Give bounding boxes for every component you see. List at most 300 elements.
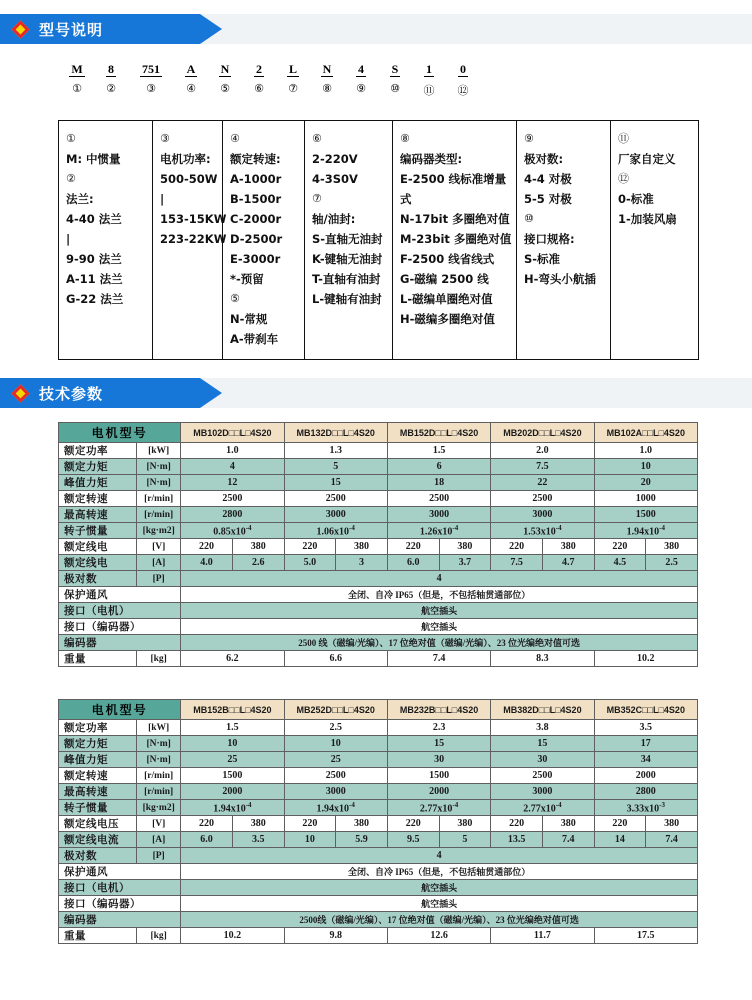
poles-value: 4 bbox=[181, 848, 698, 864]
legend-line: E-2500 线标准增量 bbox=[400, 172, 507, 186]
row-unit: [A] bbox=[137, 832, 181, 848]
merged-value: 航空插头 bbox=[181, 603, 698, 619]
model-code-char-5: N bbox=[220, 62, 230, 76]
row-label: 额定线电 bbox=[59, 555, 137, 571]
row-value-4: 7.5 bbox=[491, 459, 594, 475]
row-unit: [N·m] bbox=[137, 459, 181, 475]
row-label: 保护通风 bbox=[59, 864, 181, 880]
banner-arrow bbox=[200, 14, 222, 44]
legend-line: 9-90 法兰 bbox=[66, 252, 122, 266]
legend-line: A-带刹车 bbox=[230, 332, 279, 346]
row-unit: [kg·m2] bbox=[137, 523, 181, 539]
row-unit: [V] bbox=[137, 539, 181, 555]
header-model-3: MB152D□□L□4S20 bbox=[387, 423, 490, 443]
current-value-9: 4.5 bbox=[594, 555, 646, 571]
table-header-row bbox=[59, 700, 698, 720]
legend-line: 2-220V bbox=[312, 152, 358, 166]
voltage-value-5: 220 bbox=[387, 816, 439, 832]
weight-value-5: 10.2 bbox=[594, 651, 697, 667]
row-value-3: $1.26x10^{-4}$ bbox=[387, 523, 490, 539]
legend-table bbox=[58, 120, 699, 360]
row-label: 重量 bbox=[59, 928, 137, 944]
row-value-5: 2000 bbox=[594, 768, 697, 784]
header-model-2: MB252D□□L□4S20 bbox=[284, 700, 387, 720]
row-label: 额定线电压 bbox=[59, 816, 137, 832]
row-unit: [kg·m2] bbox=[137, 800, 181, 816]
row-value-2: 2500 bbox=[284, 768, 387, 784]
legend-line: ⑧ bbox=[400, 132, 410, 145]
legend-line: L-磁编单圈绝对值 bbox=[400, 292, 493, 306]
weight-value-1: 6.2 bbox=[181, 651, 284, 667]
row-value-3: 3000 bbox=[387, 507, 490, 523]
legend-line: M: 中惯量 bbox=[66, 152, 121, 166]
model-code-strip bbox=[60, 62, 752, 98]
current-value-5: 9.5 bbox=[387, 832, 439, 848]
model-code-char-9: 4 bbox=[358, 62, 364, 76]
row-unit: [r/min] bbox=[137, 784, 181, 800]
voltage-value-10: 380 bbox=[646, 539, 698, 555]
row-value-1: 2800 bbox=[181, 507, 284, 523]
legend-line: A-1000r bbox=[230, 172, 282, 186]
table-row-current bbox=[59, 832, 698, 848]
legend-line: K-键轴无油封 bbox=[312, 252, 383, 266]
legend-line: A-11 法兰 bbox=[66, 272, 123, 286]
merged-value: 全闭、自冷 IP65（但是，不包括轴贯通部位） bbox=[181, 587, 698, 603]
weight-value-3: 12.6 bbox=[387, 928, 490, 944]
legend-line: G-磁编 2500 线 bbox=[400, 272, 489, 286]
row-value-5: 2800 bbox=[594, 784, 697, 800]
row-value-3: 2500 bbox=[387, 491, 490, 507]
header-model-2: MB132D□□L□4S20 bbox=[284, 423, 387, 443]
row-unit: [kg] bbox=[137, 651, 181, 667]
model-code-marker-row bbox=[60, 82, 752, 98]
voltage-value-2: 380 bbox=[232, 539, 284, 555]
header-model-label: 电机型号 bbox=[59, 423, 181, 443]
voltage-value-7: 220 bbox=[491, 816, 543, 832]
weight-value-3: 7.4 bbox=[387, 651, 490, 667]
row-label: 额定功率 bbox=[59, 720, 137, 736]
table-row-merged bbox=[59, 880, 698, 896]
legend-line: ④ bbox=[230, 132, 240, 145]
legend-line: 接口规格: bbox=[524, 232, 575, 246]
voltage-value-8: 380 bbox=[542, 539, 594, 555]
header-model-5: MB352C□□L□4S20 bbox=[594, 700, 697, 720]
row-label: 额定线电流 bbox=[59, 832, 137, 848]
row-label: 极对数 bbox=[59, 848, 137, 864]
voltage-value-4: 380 bbox=[336, 816, 388, 832]
row-value-5: $1.94x10^{-4}$ bbox=[594, 523, 697, 539]
legend-line: ① bbox=[66, 132, 76, 145]
header-model-4: MB382D□□L□4S20 bbox=[491, 700, 594, 720]
model-code-char-1: M bbox=[71, 62, 83, 76]
row-label: 接口（电机） bbox=[59, 880, 181, 896]
legend-line: 法兰: bbox=[66, 192, 94, 206]
legend-line: C-2000r bbox=[230, 212, 282, 226]
legend-column-1 bbox=[59, 121, 153, 360]
model-code-marker-6: ⑥ bbox=[254, 82, 264, 95]
row-value-4: $2.77x10^{-4}$ bbox=[491, 800, 594, 816]
current-value-2: 2.6 bbox=[232, 555, 284, 571]
legend-line: B-1500r bbox=[230, 192, 282, 206]
legend-line: ⑨ bbox=[524, 132, 534, 145]
section-title-tech-params: 技术参数 bbox=[39, 384, 104, 403]
row-label: 额定力矩 bbox=[59, 736, 137, 752]
legend-line: 式 bbox=[400, 192, 412, 206]
model-code-marker-12: ⑫ bbox=[457, 84, 469, 97]
row-value-2: 1.3 bbox=[284, 443, 387, 459]
voltage-value-8: 380 bbox=[542, 816, 594, 832]
row-value-1: $0.85x10^{-4}$ bbox=[181, 523, 284, 539]
row-value-5: 17 bbox=[594, 736, 697, 752]
model-code-marker-11: ⑪ bbox=[423, 84, 435, 97]
current-value-6: 5 bbox=[439, 832, 491, 848]
row-unit: [N·m] bbox=[137, 736, 181, 752]
row-value-1: 2500 bbox=[181, 491, 284, 507]
table-row-poles bbox=[59, 848, 698, 864]
voltage-value-6: 380 bbox=[439, 539, 491, 555]
legend-line: S-直轴无油封 bbox=[312, 232, 383, 246]
model-code-marker-9: ⑨ bbox=[356, 82, 366, 95]
weight-value-4: 8.3 bbox=[491, 651, 594, 667]
current-value-3: 10 bbox=[284, 832, 336, 848]
spec-table-1 bbox=[58, 422, 698, 667]
table-row-merged bbox=[59, 619, 698, 635]
merged-value: 2500 线（磁编/光编）、17 位绝对值（磁编/光编）、23 位光编绝对值可选 bbox=[181, 635, 698, 651]
spec-tables-host bbox=[0, 422, 752, 944]
row-label: 额定转速 bbox=[59, 491, 137, 507]
row-value-1: 1500 bbox=[181, 768, 284, 784]
row-value-5: 1000 bbox=[594, 491, 697, 507]
row-value-5: 1.0 bbox=[594, 443, 697, 459]
current-value-2: 3.5 bbox=[232, 832, 284, 848]
row-value-5: 1500 bbox=[594, 507, 697, 523]
table-row-current bbox=[59, 555, 698, 571]
legend-line: ② bbox=[66, 172, 76, 185]
current-value-8: 7.4 bbox=[542, 832, 594, 848]
table-row bbox=[59, 800, 698, 816]
table-row bbox=[59, 523, 698, 539]
row-value-4: 22 bbox=[491, 475, 594, 491]
legend-line: G-22 法兰 bbox=[66, 292, 124, 306]
row-label: 接口（电机） bbox=[59, 603, 181, 619]
model-code-char-6: 2 bbox=[256, 62, 262, 76]
row-unit: [P] bbox=[137, 571, 181, 587]
current-value-1: 4.0 bbox=[181, 555, 233, 571]
merged-value: 航空插头 bbox=[181, 896, 698, 912]
legend-column-6 bbox=[517, 121, 611, 360]
row-value-2: 15 bbox=[284, 475, 387, 491]
table-row-voltage bbox=[59, 816, 698, 832]
row-label: 编码器 bbox=[59, 912, 181, 928]
legend-line: 0-标准 bbox=[618, 192, 654, 206]
row-value-2: 2.5 bbox=[284, 720, 387, 736]
row-label: 峰值力矩 bbox=[59, 475, 137, 491]
row-label: 重量 bbox=[59, 651, 137, 667]
row-label: 接口（编码器） bbox=[59, 896, 181, 912]
row-label: 保护通风 bbox=[59, 587, 181, 603]
row-value-2: $1.94x10^{-4}$ bbox=[284, 800, 387, 816]
model-code-char-2: 8 bbox=[108, 62, 114, 76]
row-value-3: $2.77x10^{-4}$ bbox=[387, 800, 490, 816]
merged-value: 全闭、自冷 IP65（但是，不包括轴贯通部位） bbox=[181, 864, 698, 880]
legend-line: | bbox=[160, 192, 165, 206]
model-code-char-4: A bbox=[186, 62, 196, 76]
voltage-value-6: 380 bbox=[439, 816, 491, 832]
weight-value-1: 10.2 bbox=[181, 928, 284, 944]
section-title-model-desc: 型号说明 bbox=[39, 20, 104, 39]
row-unit: [r/min] bbox=[137, 507, 181, 523]
row-unit: [V] bbox=[137, 816, 181, 832]
row-value-1: 1.5 bbox=[181, 720, 284, 736]
model-code-row bbox=[60, 62, 752, 77]
model-code-marker-3: ③ bbox=[146, 82, 156, 95]
model-code-marker-1: ① bbox=[72, 82, 82, 95]
row-value-4: 15 bbox=[491, 736, 594, 752]
voltage-value-9: 220 bbox=[594, 539, 646, 555]
row-value-3: 15 bbox=[387, 736, 490, 752]
row-label: 最高转速 bbox=[59, 784, 137, 800]
row-value-2: 25 bbox=[284, 752, 387, 768]
current-value-7: 7.5 bbox=[491, 555, 543, 571]
banner-arrow-2 bbox=[200, 378, 222, 408]
current-value-4: 3 bbox=[336, 555, 388, 571]
model-code-char-7: L bbox=[288, 62, 297, 76]
row-value-4: 3000 bbox=[491, 784, 594, 800]
row-value-4: 2500 bbox=[491, 768, 594, 784]
model-code-char-8: N bbox=[322, 62, 332, 76]
legend-line: H-磁编多圈绝对值 bbox=[400, 312, 495, 326]
row-value-5: 10 bbox=[594, 459, 697, 475]
row-label: 额定力矩 bbox=[59, 459, 137, 475]
legend-line: S-标准 bbox=[524, 252, 561, 266]
row-value-5: 3.5 bbox=[594, 720, 697, 736]
legend-line: 4-4 对极 bbox=[524, 172, 572, 186]
legend-line: 电机功率: bbox=[160, 152, 211, 166]
model-code-marker-2: ② bbox=[106, 82, 116, 95]
header-model-3: MB232B□□L□4S20 bbox=[387, 700, 490, 720]
current-value-7: 13.5 bbox=[491, 832, 543, 848]
legend-column-2 bbox=[153, 121, 227, 360]
header-model-1: MB152B□□L□4S20 bbox=[181, 700, 284, 720]
row-value-4: 3.8 bbox=[491, 720, 594, 736]
row-label: 最高转速 bbox=[59, 507, 137, 523]
row-unit: [kW] bbox=[137, 720, 181, 736]
header-model-4: MB202D□□L□4S20 bbox=[491, 423, 594, 443]
legend-line: 153-15KW bbox=[160, 212, 227, 226]
legend-line: L-键轴有油封 bbox=[312, 292, 382, 306]
legend-column-7 bbox=[611, 121, 699, 360]
section-banner-model-desc bbox=[0, 14, 752, 44]
current-value-10: 7.4 bbox=[646, 832, 698, 848]
legend-line: 4-3S0V bbox=[312, 172, 358, 186]
legend-line: 5-5 对极 bbox=[524, 192, 572, 206]
legend-line: T-直轴有油封 bbox=[312, 272, 381, 286]
row-value-3: 6 bbox=[387, 459, 490, 475]
legend-line: H-弯头小航插 bbox=[524, 272, 596, 286]
row-value-1: $1.94x10^{-4}$ bbox=[181, 800, 284, 816]
row-value-4: 3000 bbox=[491, 507, 594, 523]
section-banner-tech-params bbox=[0, 378, 752, 408]
row-value-1: 12 bbox=[181, 475, 284, 491]
row-value-4: 2500 bbox=[491, 491, 594, 507]
legend-line: ③ bbox=[160, 132, 170, 145]
table-row-voltage bbox=[59, 539, 698, 555]
voltage-value-2: 380 bbox=[232, 816, 284, 832]
header-model-label: 电机型号 bbox=[59, 700, 181, 720]
row-label: 额定功率 bbox=[59, 443, 137, 459]
table-row-merged bbox=[59, 912, 698, 928]
merged-value: 航空插头 bbox=[181, 880, 698, 896]
legend-line: N-17bit 多圈绝对值 bbox=[400, 212, 510, 226]
table-row bbox=[59, 752, 698, 768]
legend-line: ⑫ bbox=[618, 172, 629, 185]
table-row-weight bbox=[59, 651, 698, 667]
table-row-poles bbox=[59, 571, 698, 587]
model-code-char-11: 1 bbox=[426, 62, 432, 76]
model-code-marker-7: ⑦ bbox=[288, 82, 298, 95]
row-unit: [r/min] bbox=[137, 768, 181, 784]
row-unit: [r/min] bbox=[137, 491, 181, 507]
row-value-2: 2500 bbox=[284, 491, 387, 507]
table-row bbox=[59, 459, 698, 475]
row-unit: [P] bbox=[137, 848, 181, 864]
row-value-5: 20 bbox=[594, 475, 697, 491]
legend-line: D-2500r bbox=[230, 232, 283, 246]
legend-line: M-23bit 多圈绝对值 bbox=[400, 232, 512, 246]
legend-column-3 bbox=[223, 121, 305, 360]
row-value-3: 2000 bbox=[387, 784, 490, 800]
table-row-weight bbox=[59, 928, 698, 944]
legend-line: 极对数: bbox=[524, 152, 564, 166]
row-value-1: 25 bbox=[181, 752, 284, 768]
current-value-1: 6.0 bbox=[181, 832, 233, 848]
table-row bbox=[59, 507, 698, 523]
model-code-char-12: 0 bbox=[460, 62, 466, 76]
legend-column-4 bbox=[305, 121, 393, 360]
current-value-3: 5.0 bbox=[284, 555, 336, 571]
legend-line: 轴/油封: bbox=[312, 212, 356, 226]
row-label: 转子惯量 bbox=[59, 523, 137, 539]
current-value-8: 4.7 bbox=[542, 555, 594, 571]
legend-line: F-2500 线省线式 bbox=[400, 252, 495, 266]
legend-line: N-常规 bbox=[230, 312, 268, 326]
current-value-10: 2.5 bbox=[646, 555, 698, 571]
voltage-value-1: 220 bbox=[181, 539, 233, 555]
row-value-3: 1.5 bbox=[387, 443, 490, 459]
weight-value-2: 9.8 bbox=[284, 928, 387, 944]
row-value-3: 1500 bbox=[387, 768, 490, 784]
voltage-value-3: 220 bbox=[284, 539, 336, 555]
row-label: 转子惯量 bbox=[59, 800, 137, 816]
table-spacer bbox=[0, 667, 752, 685]
row-value-1: 10 bbox=[181, 736, 284, 752]
legend-line: ⑤ bbox=[230, 292, 240, 305]
row-label: 峰值力矩 bbox=[59, 752, 137, 768]
legend-line: ⑩ bbox=[524, 212, 534, 225]
legend-column-5 bbox=[393, 121, 517, 360]
row-value-2: 10 bbox=[284, 736, 387, 752]
legend-line: 1-加装风扇 bbox=[618, 212, 677, 226]
legend-line: 4-40 法兰 bbox=[66, 212, 122, 226]
legend-line: *-预留 bbox=[230, 272, 264, 286]
merged-value: 2500线（磁编/光编）、17 位绝对值（磁编/光编）、23 位光编绝对值可选 bbox=[181, 912, 698, 928]
row-value-1: 4 bbox=[181, 459, 284, 475]
table-row-merged bbox=[59, 635, 698, 651]
table-row-merged bbox=[59, 603, 698, 619]
row-unit: [kW] bbox=[137, 443, 181, 459]
row-label: 接口（编码器） bbox=[59, 619, 181, 635]
current-value-9: 14 bbox=[594, 832, 646, 848]
row-value-3: 18 bbox=[387, 475, 490, 491]
voltage-value-10: 380 bbox=[646, 816, 698, 832]
table-row-merged bbox=[59, 587, 698, 603]
row-value-1: 1.0 bbox=[181, 443, 284, 459]
header-model-5: MB102A□□L□4S20 bbox=[594, 423, 697, 443]
row-value-5: $3.33x10^{-3}$ bbox=[594, 800, 697, 816]
legend-line: 编码器类型: bbox=[400, 152, 463, 166]
row-label: 额定线电 bbox=[59, 539, 137, 555]
merged-value: 航空插头 bbox=[181, 619, 698, 635]
table-row bbox=[59, 736, 698, 752]
voltage-value-3: 220 bbox=[284, 816, 336, 832]
row-value-2: 5 bbox=[284, 459, 387, 475]
legend-line: ⑪ bbox=[618, 132, 629, 145]
current-value-5: 6.0 bbox=[387, 555, 439, 571]
table-row bbox=[59, 443, 698, 459]
spec-table-2 bbox=[58, 699, 698, 944]
row-value-3: 2.3 bbox=[387, 720, 490, 736]
header-model-1: MB102D□□L□4S20 bbox=[181, 423, 284, 443]
row-value-1: 2000 bbox=[181, 784, 284, 800]
row-unit: [N·m] bbox=[137, 752, 181, 768]
legend-line: 额定转速: bbox=[230, 152, 281, 166]
current-value-4: 5.9 bbox=[336, 832, 388, 848]
model-code-char-3: 751 bbox=[142, 62, 160, 76]
row-value-3: 30 bbox=[387, 752, 490, 768]
legend-line: | bbox=[66, 232, 71, 246]
row-unit: [N·m] bbox=[137, 475, 181, 491]
row-value-2: 3000 bbox=[284, 784, 387, 800]
weight-value-4: 11.7 bbox=[491, 928, 594, 944]
model-code-marker-4: ④ bbox=[186, 82, 196, 95]
row-unit: [kg] bbox=[137, 928, 181, 944]
row-value-4: 30 bbox=[491, 752, 594, 768]
table-row bbox=[59, 768, 698, 784]
table-row bbox=[59, 491, 698, 507]
voltage-value-7: 220 bbox=[491, 539, 543, 555]
row-value-2: 3000 bbox=[284, 507, 387, 523]
model-code-marker-8: ⑧ bbox=[322, 82, 332, 95]
weight-value-2: 6.6 bbox=[284, 651, 387, 667]
model-code-char-10: S bbox=[391, 62, 399, 76]
voltage-value-4: 380 bbox=[336, 539, 388, 555]
table-row bbox=[59, 784, 698, 800]
legend-line: 厂家自定义 bbox=[618, 152, 676, 166]
voltage-value-5: 220 bbox=[387, 539, 439, 555]
legend-line: ⑦ bbox=[312, 192, 322, 205]
row-label: 极对数 bbox=[59, 571, 137, 587]
row-value-4: 2.0 bbox=[491, 443, 594, 459]
legend-line: 223-22KW bbox=[160, 232, 227, 246]
row-value-2: $1.06x10^{-4}$ bbox=[284, 523, 387, 539]
legend-line: 500-50W bbox=[160, 172, 218, 186]
voltage-value-1: 220 bbox=[181, 816, 233, 832]
poles-value: 4 bbox=[181, 571, 698, 587]
table-row bbox=[59, 720, 698, 736]
model-code-marker-10: ⑩ bbox=[390, 82, 400, 95]
table-row-merged bbox=[59, 864, 698, 880]
row-label: 编码器 bbox=[59, 635, 181, 651]
